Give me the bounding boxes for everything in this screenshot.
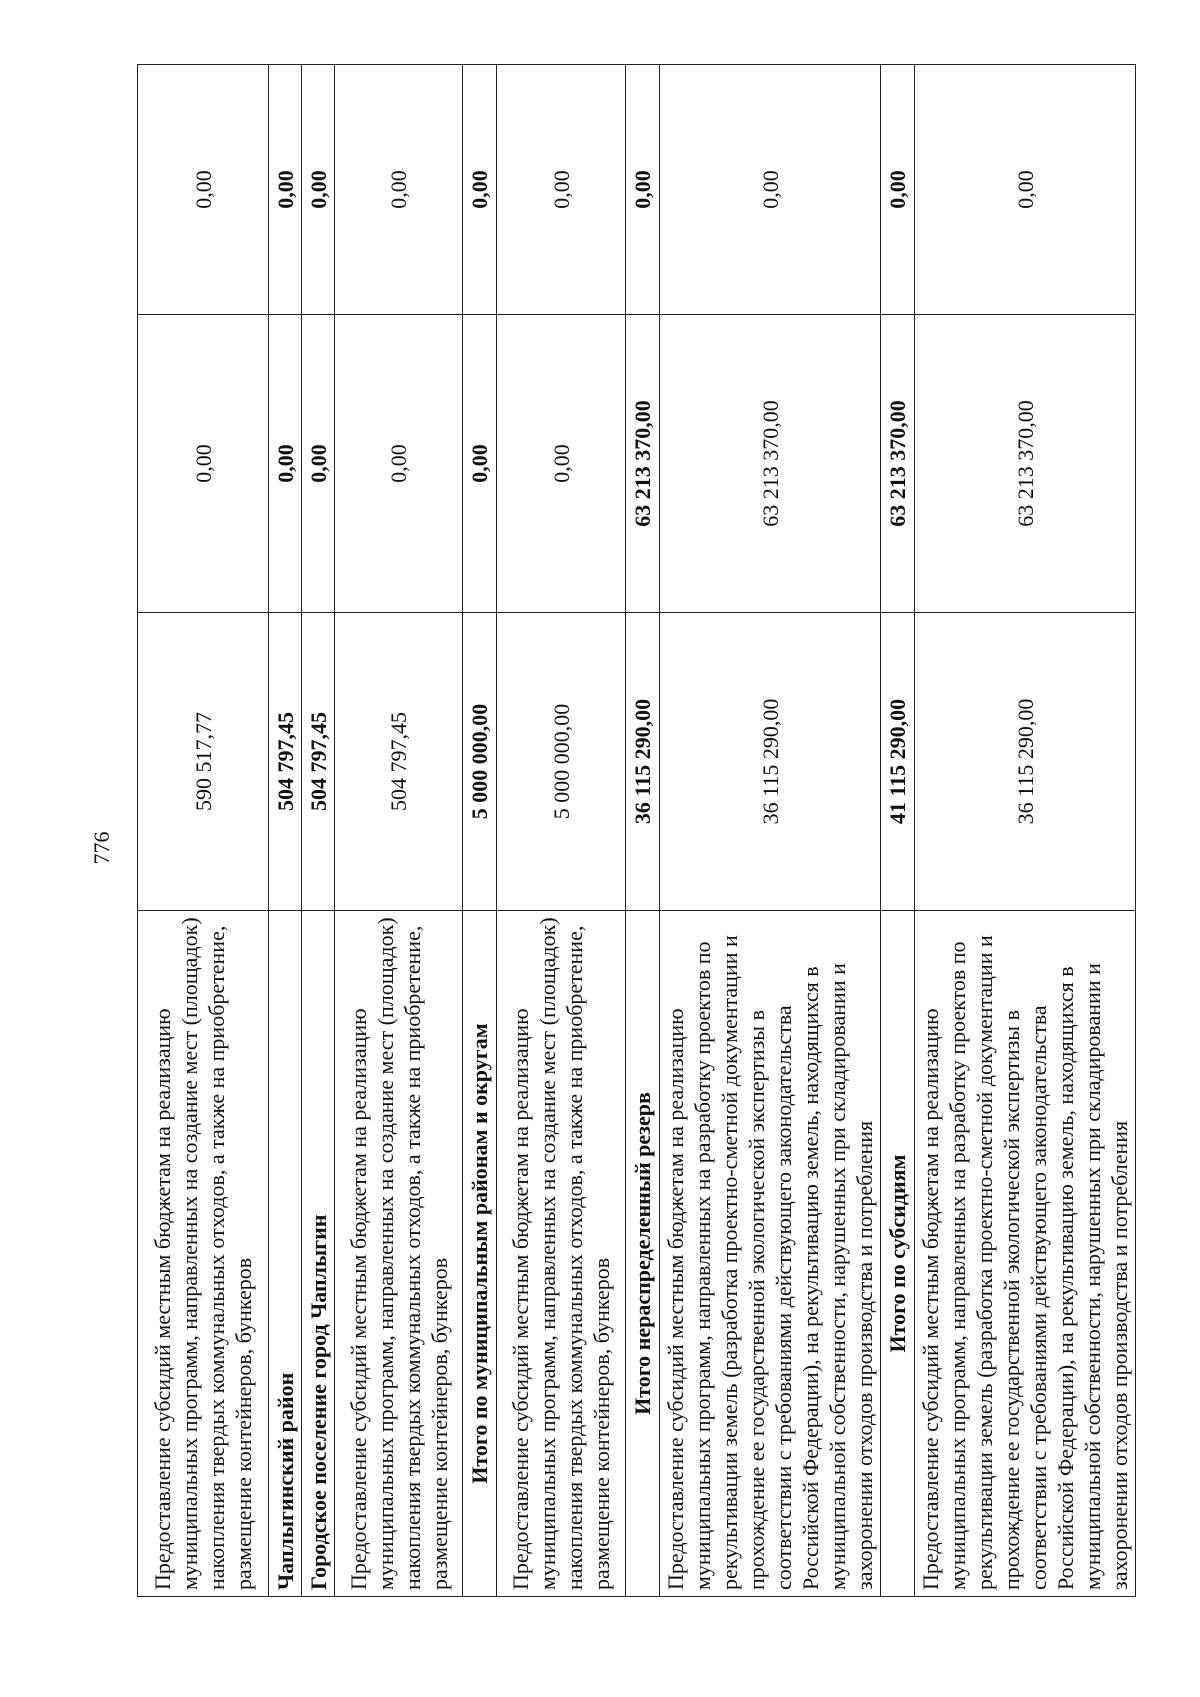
value-cell: 63 213 370,00 <box>881 315 915 613</box>
row-label: Городское поселение город Чаплыгин <box>302 911 335 1597</box>
value-cell: 0,00 <box>497 315 626 613</box>
table-row <box>302 65 335 1597</box>
value-cell: 504 797,45 <box>335 613 463 911</box>
value-cell: 0,00 <box>497 65 626 315</box>
value-cell: 0,00 <box>915 65 1136 315</box>
value-cell: 0,00 <box>881 65 915 315</box>
table-row <box>335 65 463 1597</box>
row-label: Чаплыгинский район <box>269 911 302 1597</box>
row-label: Итого по муниципальным районам и округам <box>463 911 497 1597</box>
row-label: Предоставление субсидий местным бюджетам на реализацию муниципальных программ, направленных на разработку проектов по рекультивации земель (разработка проектно-сметной документации и прохождение ее государственной экологической экспертизы в соответствии с требованиями действующего законодательства Российской Федерации), на рекультивацию земель, находящихся в муниципальной собственности, нарушенных при складировании и захоронении отходов производства и потребления <box>660 911 881 1597</box>
value-cell: 504 797,45 <box>269 613 302 911</box>
page-number: 776 <box>89 831 114 865</box>
row-label: Итого по субсидиям <box>881 911 915 1597</box>
row-label: Предоставление субсидий местным бюджетам на реализацию муниципальных программ, направленных на разработку проектов по рекультивации земель (разработка проектно-сметной документации и прохождение ее государственной экологической экспертизы в соответствии с требованиями действующего законодательства Российской Федерации), на рекультивацию земель, находящихся в муниципальной собственности, нарушенных при складировании и захоронении отходов производства и потребления <box>915 911 1136 1597</box>
row-label: Предоставление субсидий местным бюджетам на реализацию муниципальных программ, направленных на создание мест (площадок) накопления твердых коммунальных отходов, а также на приобретение, размещение контейнеров, бункеров <box>497 911 626 1597</box>
value-cell: 0,00 <box>269 65 302 315</box>
value-cell: 36 115 290,00 <box>660 613 881 911</box>
value-cell: 0,00 <box>302 65 335 315</box>
table-row <box>138 65 269 1597</box>
value-cell: 0,00 <box>269 315 302 613</box>
value-cell: 41 115 290,00 <box>881 613 915 911</box>
value-cell: 0,00 <box>660 65 881 315</box>
value-cell: 36 115 290,00 <box>915 613 1136 911</box>
table-row <box>269 65 302 1597</box>
value-cell: 0,00 <box>302 315 335 613</box>
value-cell: 0,00 <box>626 65 660 315</box>
table-row <box>881 65 915 1597</box>
value-cell: 63 213 370,00 <box>626 315 660 613</box>
value-cell: 0,00 <box>463 315 497 613</box>
value-cell: 63 213 370,00 <box>660 315 881 613</box>
table-row <box>660 65 881 1597</box>
value-cell: 0,00 <box>138 65 269 315</box>
value-cell: 36 115 290,00 <box>626 613 660 911</box>
table-row <box>463 65 497 1597</box>
rotated-table-wrapper <box>137 65 1132 1597</box>
budget-table <box>137 64 1136 1597</box>
value-cell: 63 213 370,00 <box>915 315 1136 613</box>
row-label: Итого нераспределенный резерв <box>626 911 660 1597</box>
value-cell: 0,00 <box>335 65 463 315</box>
value-cell: 5 000 000,00 <box>463 613 497 911</box>
table-row <box>915 65 1136 1597</box>
value-cell: 504 797,45 <box>302 613 335 911</box>
value-cell: 590 517,77 <box>138 613 269 911</box>
value-cell: 0,00 <box>335 315 463 613</box>
value-cell: 5 000 000,00 <box>497 613 626 911</box>
value-cell: 0,00 <box>463 65 497 315</box>
table-row <box>497 65 626 1597</box>
row-label: Предоставление субсидий местным бюджетам на реализацию муниципальных программ, направленных на создание мест (площадок) накопления твердых коммунальных отходов, а также на приобретение, размещение контейнеров, бункеров <box>138 911 269 1597</box>
value-cell: 0,00 <box>138 315 269 613</box>
row-label: Предоставление субсидий местным бюджетам на реализацию муниципальных программ, направленных на создание мест (площадок) накопления твердых коммунальных отходов, а также на приобретение, размещение контейнеров, бункеров <box>335 911 463 1597</box>
table-row <box>626 65 660 1597</box>
